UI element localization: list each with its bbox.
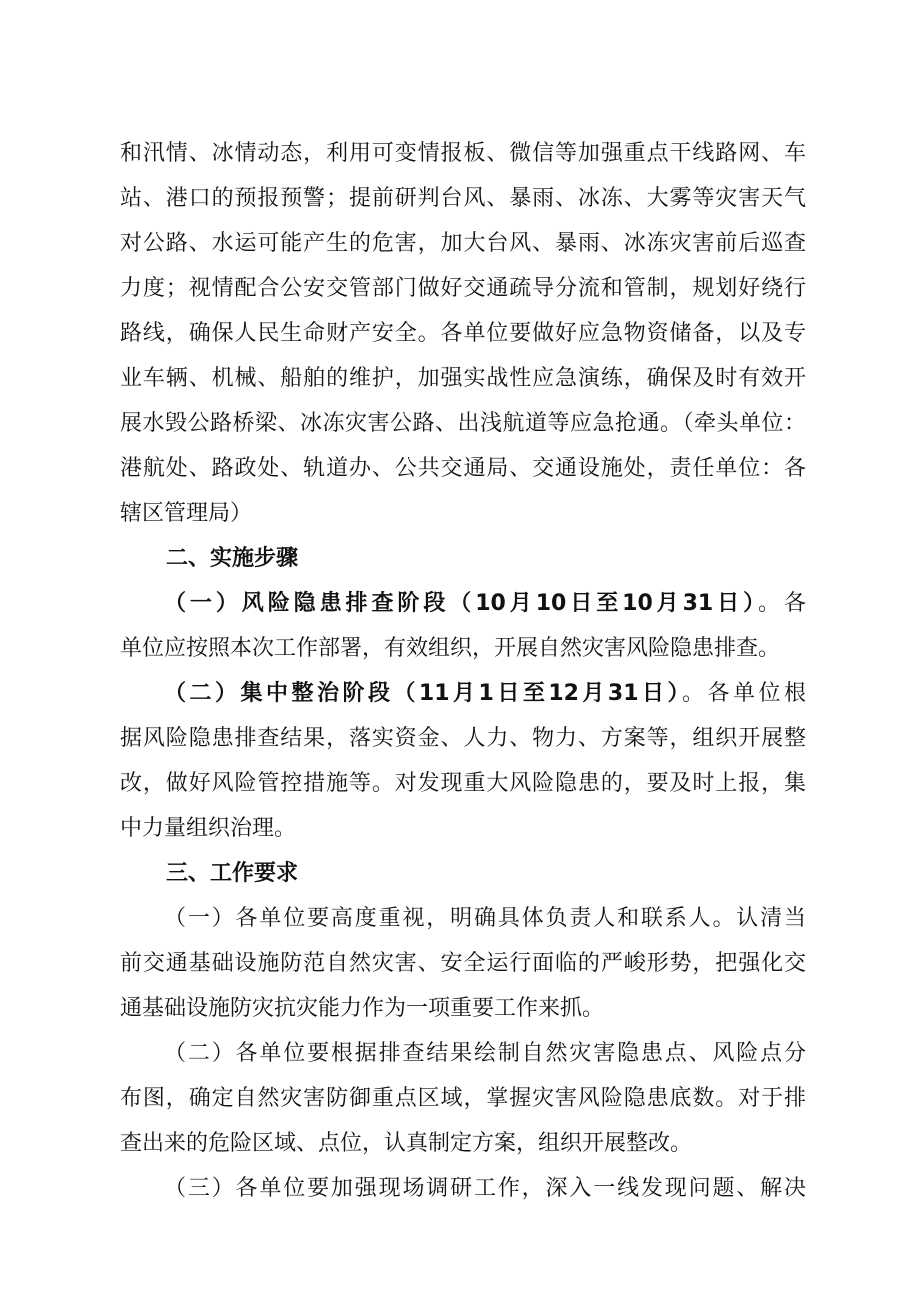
text-line: 力度；视情配合公安交管部门做好交通疏导分流和管制，规划好绕行 <box>120 276 806 301</box>
text-line: 据风险隐患排查结果，落实资金、人力、物力、方案等，组织开展整 <box>120 726 806 751</box>
text-line: 业车辆、机械、船舶的维护，加强实战性应急演练，确保及时有效开 <box>120 366 806 391</box>
step-item-2-title: （二）集中整治阶段（11月1日至12月31日） <box>164 681 683 706</box>
text-line: 站、港口的预报预警；提前研判台风、暴雨、冰冻、大雾等灾害天气 <box>120 186 806 211</box>
step-item-2-text: 。各单位根 <box>682 681 806 706</box>
step-item-1-title: （一）风险隐患排查阶段（10月10日至10月31日） <box>164 591 759 616</box>
requirement-item-2-first-line: （二）各单位要根据排查结果绘制自然灾害隐患点、风险点分 <box>164 1041 806 1066</box>
document-page <box>120 131 806 1211</box>
text-line: 辖区管理局） <box>120 501 253 526</box>
text-line: 通基础设施防灾抗灾能力作为一项重要工作来抓。 <box>120 996 605 1021</box>
text-line: 港航处、路政处、轨道办、公共交通局、交通设施处，责任单位：各 <box>120 456 806 481</box>
section-heading: 三、工作要求 <box>166 861 299 886</box>
text-line: 查出来的危险区域、点位，认真制定方案，组织开展整改。 <box>120 1131 693 1156</box>
paragraph-emergency-response <box>120 131 806 536</box>
section-heading: 二、实施步骤 <box>166 546 299 571</box>
text-line: 单位应按照本次工作部署，有效组织，开展自然灾害风险隐患排查。 <box>120 636 781 661</box>
section-work-requirements <box>120 851 806 1211</box>
text-line: 改，做好风险管控措施等。对发现重大风险隐患的，要及时上报，集 <box>120 771 806 796</box>
section-implementation-steps <box>120 536 806 851</box>
text-line: 路线，确保人民生命财产安全。各单位要做好应急物资储备，以及专 <box>120 321 806 346</box>
text-line: 中力量组织治理。 <box>120 816 297 841</box>
step-item-1-first-line <box>120 581 806 626</box>
text-line: 和汛情、冰情动态，利用可变情报板、微信等加强重点干线路网、车 <box>120 141 806 166</box>
requirement-item-3-first-line: （三）各单位要加强现场调研工作，深入一线发现问题、解决 <box>164 1176 806 1201</box>
text-line: 布图，确定自然灾害防御重点区域，掌握灾害风险隐患底数。对于排 <box>120 1086 806 1111</box>
text-line: 展水毁公路桥梁、冰冻灾害公路、出浅航道等应急抢通。（牵头单位： <box>120 411 806 436</box>
step-item-1-text: 。各 <box>758 591 806 616</box>
step-item-2-first-line <box>120 671 806 716</box>
text-line: 前交通基础设施防范自然灾害、安全运行面临的严峻形势，把强化交 <box>120 951 806 976</box>
text-line: 对公路、水运可能产生的危害，加大台风、暴雨、冰冻灾害前后巡查 <box>120 231 806 256</box>
requirement-item-1-first-line: （一）各单位要高度重视，明确具体负责人和联系人。认清当 <box>164 906 806 931</box>
